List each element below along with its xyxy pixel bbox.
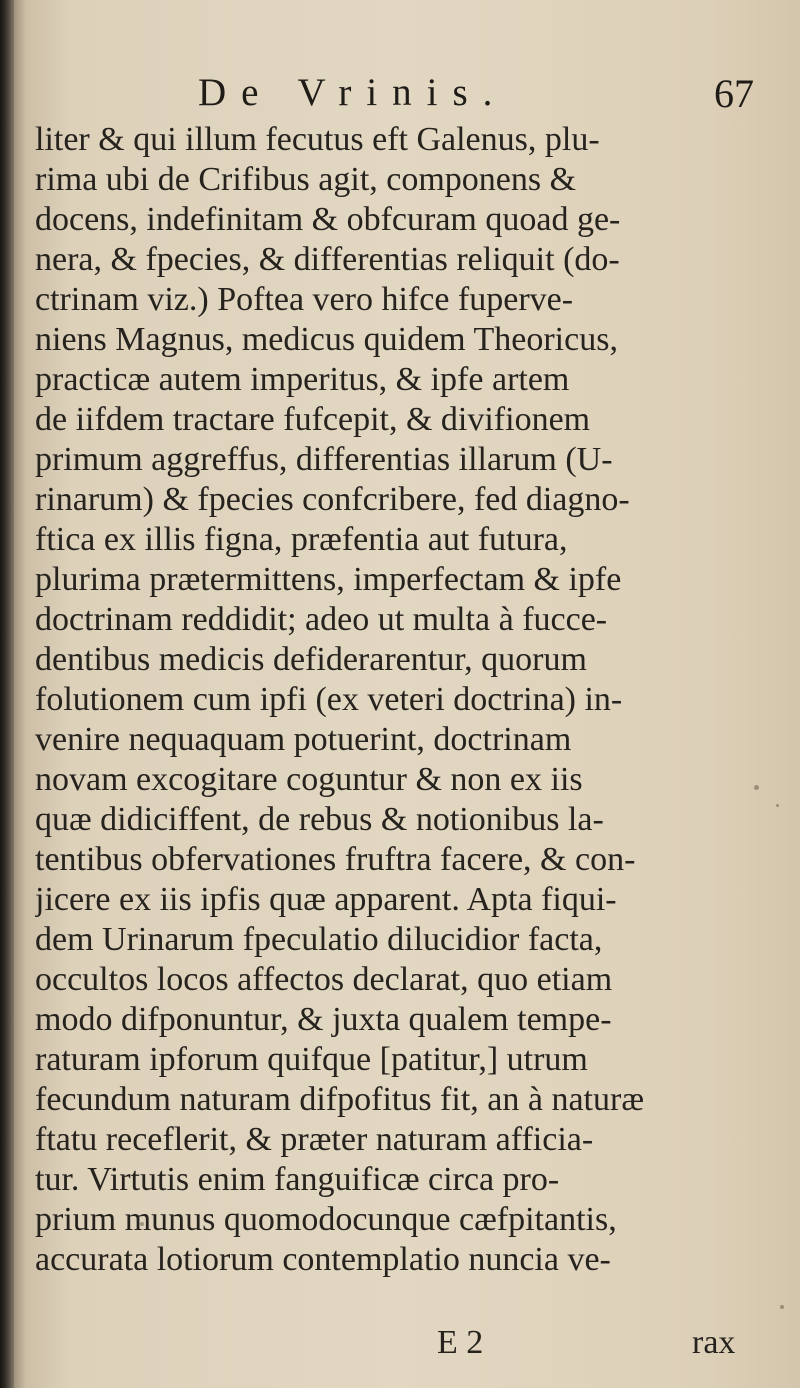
text-line: rima ubi de Crifibus agit, componens & bbox=[35, 161, 577, 198]
text-line: jicere ex iis ipfis quæ apparent. Apta fiqui- bbox=[35, 881, 617, 918]
paper-speck bbox=[754, 785, 759, 790]
text-line: tur. Virtutis enim fanguificæ circa pro- bbox=[35, 1161, 560, 1198]
text-line: docens, indefinitam & obfcuram quoad ge- bbox=[35, 201, 621, 238]
text-line: accurata lotiorum contemplatio nuncia ve- bbox=[35, 1241, 611, 1278]
text-line: practicæ autem imperitus, & ipfe artem bbox=[35, 361, 570, 398]
text-line: ftica ex illis figna, præfentia aut futura, bbox=[35, 521, 568, 558]
text-line: fecundum naturam difpofitus fit, an à naturæ bbox=[35, 1081, 644, 1118]
text-line: ftatu receflerit, & præter naturam afficia- bbox=[35, 1121, 594, 1158]
text-line: de iifdem tractare fufcepit, & divifionem bbox=[35, 401, 591, 438]
text-line: niens Magnus, medicus quidem Theoricus, bbox=[35, 321, 618, 358]
text-line: quæ didiciffent, de rebus & notionibus la- bbox=[35, 801, 604, 838]
page-footer bbox=[0, 1324, 800, 1366]
catchword: rax bbox=[692, 1324, 736, 1361]
paper-speck bbox=[776, 804, 779, 807]
paper-speck bbox=[780, 1305, 784, 1309]
binding-edge-shadow bbox=[0, 0, 14, 1388]
paper-speck bbox=[140, 1222, 144, 1226]
signature-mark: E 2 bbox=[437, 1324, 484, 1361]
text-line: nera, & fpecies, & differentias reliquit (do- bbox=[35, 241, 620, 278]
text-line: venire nequaquam potuerint, doctrinam bbox=[35, 721, 572, 758]
text-line: occultos locos affectos declarat, quo etiam bbox=[35, 961, 613, 998]
page-number: 67 bbox=[714, 71, 754, 116]
running-head-title: De Vrinis. bbox=[198, 71, 508, 114]
text-line: doctrinam reddidit; adeo ut multa à fucce- bbox=[35, 601, 608, 638]
text-line: prium munus quomodocunque cæfpitantis, bbox=[35, 1201, 617, 1238]
text-line: novam excogitare coguntur & non ex iis bbox=[35, 761, 583, 798]
text-line: liter & qui illum fecutus eft Galenus, plu- bbox=[35, 121, 600, 158]
body-text bbox=[35, 120, 775, 1280]
text-line: dentibus medicis defiderarentur, quorum bbox=[35, 641, 587, 678]
text-line: dem Urinarum fpeculatio dilucidior facta, bbox=[35, 921, 603, 958]
text-line: tentibus obfervationes fruftra facere, & con- bbox=[35, 841, 636, 878]
text-line: modo difponuntur, & juxta qualem tempe- bbox=[35, 1001, 612, 1038]
text-line: ctrinam viz.) Poftea vero hifce fuperve- bbox=[35, 281, 574, 318]
text-line: rinarum) & fpecies confcribere, fed diagno- bbox=[35, 481, 630, 518]
text-line: plurima prætermittens, imperfectam & ipfe bbox=[35, 561, 622, 598]
text-line: folutionem cum ipfi (ex veteri doctrina) in- bbox=[35, 681, 623, 718]
running-head bbox=[0, 66, 800, 120]
text-line: raturam ipforum quifque [patitur,] utrum bbox=[35, 1041, 588, 1078]
text-line: primum aggreffus, differentias illarum (U- bbox=[35, 441, 613, 478]
